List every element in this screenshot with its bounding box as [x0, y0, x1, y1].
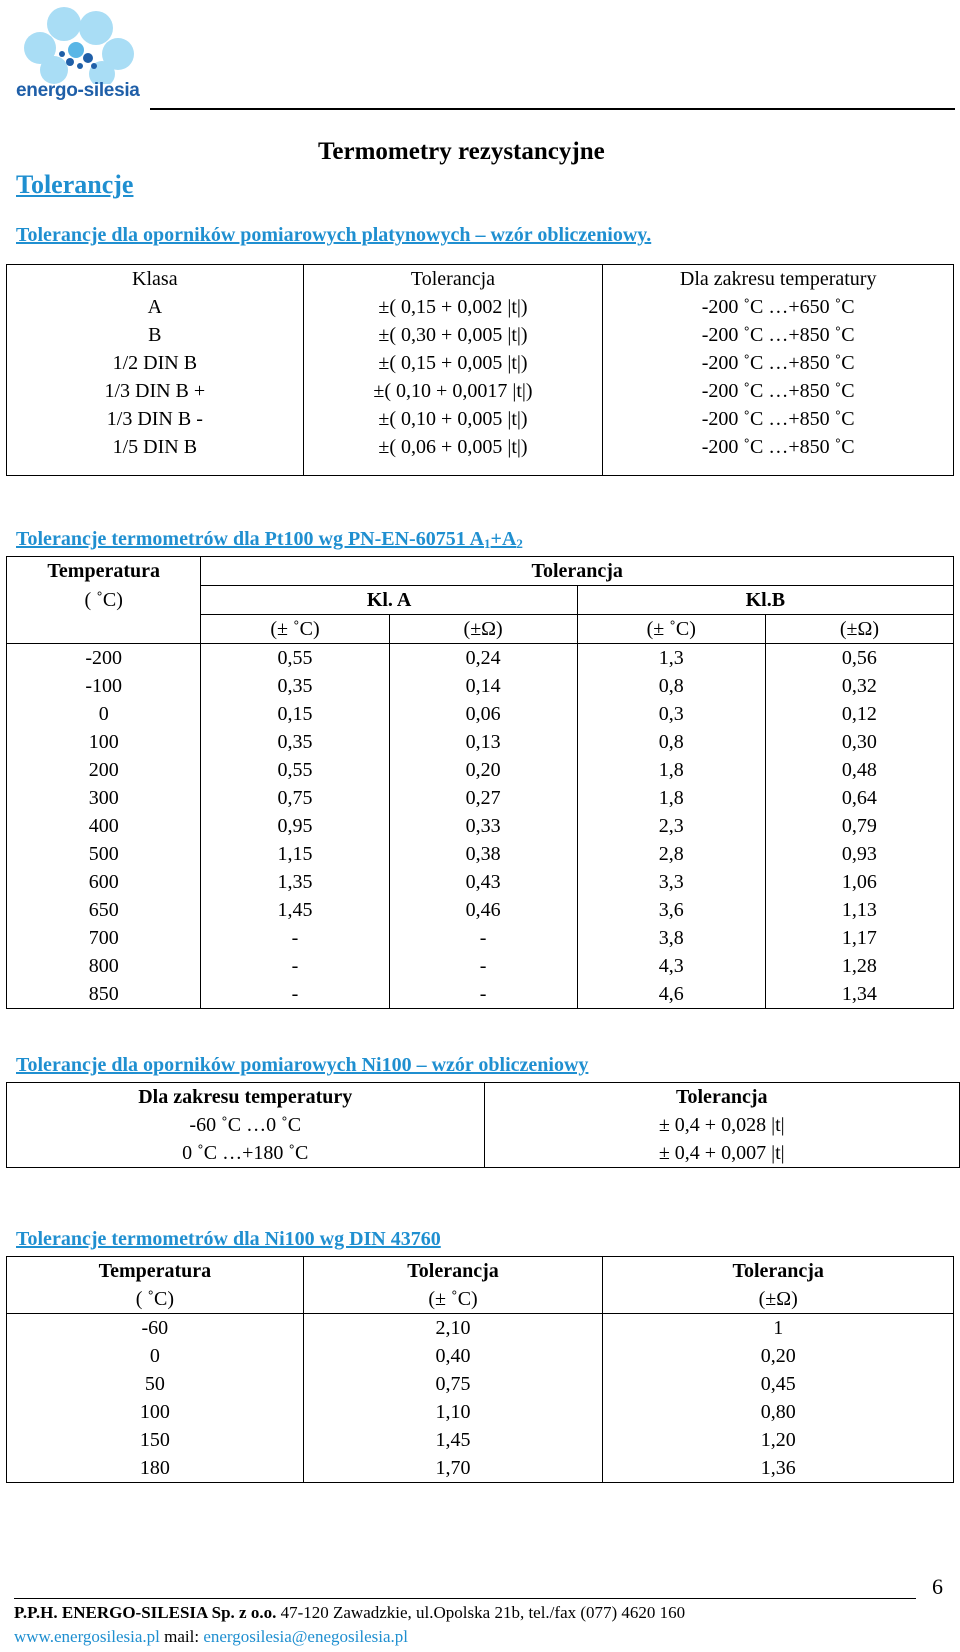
ni-formula-table — [6, 1082, 960, 1168]
table-cell: ± 0,4 + 0,028 |t| — [484, 1111, 960, 1139]
table-cell: 0 ˚C …+180 ˚C — [7, 1139, 485, 1168]
table-header: Temperatura — [7, 557, 201, 586]
table-cell: 1,45 — [303, 1426, 603, 1454]
table-cell: - — [389, 924, 577, 952]
table-row — [7, 433, 954, 476]
table-cell: 0,20 — [389, 756, 577, 784]
table-header: Kl. A — [201, 586, 577, 615]
table-cell: 1/2 DIN B — [7, 349, 304, 377]
table-header: Klasa — [7, 265, 304, 294]
table-cell: -200 ˚C …+850 ˚C — [603, 321, 954, 349]
pt100-tolerance-table — [6, 556, 954, 1009]
page-title: Termometry rezystancyjne — [318, 138, 605, 165]
section-title-text: +A — [490, 528, 517, 550]
table-cell: 1/3 DIN B + — [7, 377, 304, 405]
table-header: (± ˚C) — [201, 615, 389, 644]
table-cell: 0,93 — [765, 840, 953, 868]
table-cell: 0,20 — [603, 1342, 954, 1370]
table-header: ( ˚C) — [7, 1285, 304, 1314]
table-cell: 700 — [7, 924, 201, 952]
page-number: 6 — [932, 1574, 943, 1599]
table-cell: 0,33 — [389, 812, 577, 840]
table-cell: 0,46 — [389, 896, 577, 924]
table-cell: 0,06 — [389, 700, 577, 728]
table-cell: -60 — [7, 1314, 304, 1343]
table-cell — [7, 615, 201, 644]
table-cell: 0,35 — [201, 728, 389, 756]
table-row — [7, 1398, 954, 1426]
table-cell: 0,27 — [389, 784, 577, 812]
table-cell: 0,43 — [389, 868, 577, 896]
table-row — [7, 1314, 954, 1343]
table-header: Tolerancja — [603, 1257, 954, 1286]
table-row — [7, 896, 954, 924]
table-cell: 1,10 — [303, 1398, 603, 1426]
table-cell: 1,06 — [765, 868, 953, 896]
table-row — [7, 924, 954, 952]
table-row — [7, 952, 954, 980]
table-cell: 1,8 — [577, 784, 765, 812]
table-cell: 3,3 — [577, 868, 765, 896]
table-header: (± ˚C) — [303, 1285, 603, 1314]
table-row — [7, 1370, 954, 1398]
table-cell: ±( 0,30 + 0,005 |t|) — [303, 321, 603, 349]
table-cell: 0,35 — [201, 672, 389, 700]
table-header: Temperatura — [7, 1257, 304, 1286]
table-cell: 650 — [7, 896, 201, 924]
table-cell: 0,75 — [201, 784, 389, 812]
table-row — [7, 728, 954, 756]
table-cell: 1 — [603, 1314, 954, 1343]
table-cell: ±( 0,06 + 0,005 |t|) — [303, 433, 603, 476]
website-link[interactable]: www.energosilesia.pl — [14, 1627, 160, 1646]
table-cell: 1,36 — [603, 1454, 954, 1483]
table-row — [7, 868, 954, 896]
table-row — [7, 672, 954, 700]
table-cell: 0 — [7, 1342, 304, 1370]
pt-formula-table — [6, 264, 954, 476]
table-cell: -200 ˚C …+650 ˚C — [603, 293, 954, 321]
table-header: Dla zakresu temperatury — [7, 1083, 485, 1112]
table-cell: -200 ˚C …+850 ˚C — [603, 405, 954, 433]
table-row — [7, 377, 954, 405]
table-cell: 2,10 — [303, 1314, 603, 1343]
table-cell: 400 — [7, 812, 201, 840]
mail-label: mail: — [159, 1627, 204, 1646]
table-cell: 0,24 — [389, 644, 577, 673]
table-row — [7, 293, 954, 321]
table-cell: - — [201, 952, 389, 980]
table-cell: 0,13 — [389, 728, 577, 756]
table-cell: A — [7, 293, 304, 321]
ni100-tolerance-table — [6, 1256, 954, 1483]
table-cell: 1,8 — [577, 756, 765, 784]
table-cell: 1,20 — [603, 1426, 954, 1454]
table-header: Tolerancja — [484, 1083, 960, 1112]
section-title-pt100 — [16, 528, 523, 552]
tolerancje-link[interactable]: Tolerancje — [16, 170, 134, 199]
table-cell: 0,3 — [577, 700, 765, 728]
table-row — [7, 812, 954, 840]
table-cell: 0,55 — [201, 756, 389, 784]
table-cell: - — [201, 980, 389, 1009]
table-cell: 0,8 — [577, 728, 765, 756]
table-cell: -200 ˚C …+850 ˚C — [603, 377, 954, 405]
table-cell: 0,12 — [765, 700, 953, 728]
table-header: Dla zakresu temperatury — [603, 265, 954, 294]
table-cell: - — [389, 952, 577, 980]
table-cell: 1/3 DIN B - — [7, 405, 304, 433]
table-row — [7, 1111, 960, 1139]
table-header: (±Ω) — [765, 615, 953, 644]
email-link[interactable]: energosilesia@enegosilesia.pl — [203, 1627, 408, 1646]
table-cell: 50 — [7, 1370, 304, 1398]
table-header: Tolerancja — [303, 265, 603, 294]
table-cell: -200 — [7, 644, 201, 673]
table-cell: 0,64 — [765, 784, 953, 812]
table-cell: 1,3 — [577, 644, 765, 673]
table-cell: -100 — [7, 672, 201, 700]
table-cell: 1,28 — [765, 952, 953, 980]
table-cell: 2,8 — [577, 840, 765, 868]
table-cell: 150 — [7, 1426, 304, 1454]
table-cell: 850 — [7, 980, 201, 1009]
table-cell: 0,48 — [765, 756, 953, 784]
footer-divider — [14, 1598, 916, 1599]
table-cell: 0,80 — [603, 1398, 954, 1426]
subscript: 1 — [484, 536, 491, 551]
table-header: Tolerancja — [303, 1257, 603, 1286]
table-cell: 0 — [7, 700, 201, 728]
table-row — [7, 784, 954, 812]
logo-bubbles-icon — [14, 4, 144, 84]
table-cell: 0,38 — [389, 840, 577, 868]
table-cell: 1,45 — [201, 896, 389, 924]
table-cell: 100 — [7, 728, 201, 756]
table-cell: 0,15 — [201, 700, 389, 728]
table-cell: 0,95 — [201, 812, 389, 840]
table-row — [7, 1342, 954, 1370]
table-cell: ±( 0,15 + 0,005 |t|) — [303, 349, 603, 377]
table-cell: 500 — [7, 840, 201, 868]
table-cell: 1,17 — [765, 924, 953, 952]
table-cell: 0,45 — [603, 1370, 954, 1398]
table-cell: 100 — [7, 1398, 304, 1426]
footer-company-line — [14, 1603, 685, 1623]
table-header: (± ˚C) — [577, 615, 765, 644]
table-cell: - — [201, 924, 389, 952]
table-cell: 1,13 — [765, 896, 953, 924]
table-cell: 4,3 — [577, 952, 765, 980]
table-cell: -200 ˚C …+850 ˚C — [603, 433, 954, 476]
table-cell: ±( 0,10 + 0,0017 |t|) — [303, 377, 603, 405]
table-cell: 0,55 — [201, 644, 389, 673]
table-cell: 800 — [7, 952, 201, 980]
table-cell: 300 — [7, 784, 201, 812]
company-name: P.P.H. ENERGO-SILESIA Sp. z o.o. — [14, 1603, 277, 1622]
table-row — [7, 700, 954, 728]
table-cell: 180 — [7, 1454, 304, 1483]
table-cell: 200 — [7, 756, 201, 784]
table-cell: 0,8 — [577, 672, 765, 700]
table-cell: 1,34 — [765, 980, 953, 1009]
company-address: 47-120 Zawadzkie, ul.Opolska 21b, tel./fax (077) 4620 160 — [276, 1603, 686, 1622]
footer-contact-line — [14, 1627, 408, 1647]
table-row — [7, 1454, 954, 1483]
table-header: (±Ω) — [603, 1285, 954, 1314]
table-cell: 0,14 — [389, 672, 577, 700]
table-cell: 0,75 — [303, 1370, 603, 1398]
table-cell: 0,32 — [765, 672, 953, 700]
table-header: (±Ω) — [389, 615, 577, 644]
table-cell: B — [7, 321, 304, 349]
table-cell: ±( 0,10 + 0,005 |t|) — [303, 405, 603, 433]
table-cell: 1,70 — [303, 1454, 603, 1483]
section-title-text: Tolerancje termometrów dla Pt100 wg PN-EN-60751 A — [16, 528, 485, 550]
table-cell: 1,15 — [201, 840, 389, 868]
table-cell: 0,40 — [303, 1342, 603, 1370]
table-cell: 3,6 — [577, 896, 765, 924]
table-cell: -60 ˚C …0 ˚C — [7, 1111, 485, 1139]
logo-text: energo-silesia — [16, 80, 140, 101]
table-cell: 0,79 — [765, 812, 953, 840]
header-divider — [150, 108, 955, 110]
section-title-pt-formula: Tolerancje dla oporników pomiarowych platynowych – wzór obliczeniowy. — [16, 224, 652, 246]
table-row — [7, 405, 954, 433]
table-cell: 600 — [7, 868, 201, 896]
table-cell: 1,35 — [201, 868, 389, 896]
table-row — [7, 349, 954, 377]
table-cell: ± 0,4 + 0,007 |t| — [484, 1139, 960, 1168]
table-cell: 0,56 — [765, 644, 953, 673]
table-cell: -200 ˚C …+850 ˚C — [603, 349, 954, 377]
table-cell: 0,30 — [765, 728, 953, 756]
table-header: Kl.B — [577, 586, 953, 615]
table-header: ( ˚C) — [7, 586, 201, 615]
table-cell: 3,8 — [577, 924, 765, 952]
table-row — [7, 756, 954, 784]
table-row — [7, 1426, 954, 1454]
section-title-ni-formula: Tolerancje dla oporników pomiarowych Ni100 – wzór obliczeniowy — [16, 1054, 589, 1076]
table-header: Tolerancja — [201, 557, 954, 586]
table-cell: - — [389, 980, 577, 1009]
table-row — [7, 644, 954, 673]
table-cell: 2,3 — [577, 812, 765, 840]
table-row — [7, 1139, 960, 1168]
subscript: 2 — [516, 536, 523, 551]
table-cell: ±( 0,15 + 0,002 |t|) — [303, 293, 603, 321]
table-row — [7, 840, 954, 868]
table-row — [7, 980, 954, 1009]
table-cell: 1/5 DIN B — [7, 433, 304, 476]
section-title-ni100: Tolerancje termometrów dla Ni100 wg DIN 43760 — [16, 1228, 441, 1250]
table-row — [7, 321, 954, 349]
table-cell: 4,6 — [577, 980, 765, 1009]
